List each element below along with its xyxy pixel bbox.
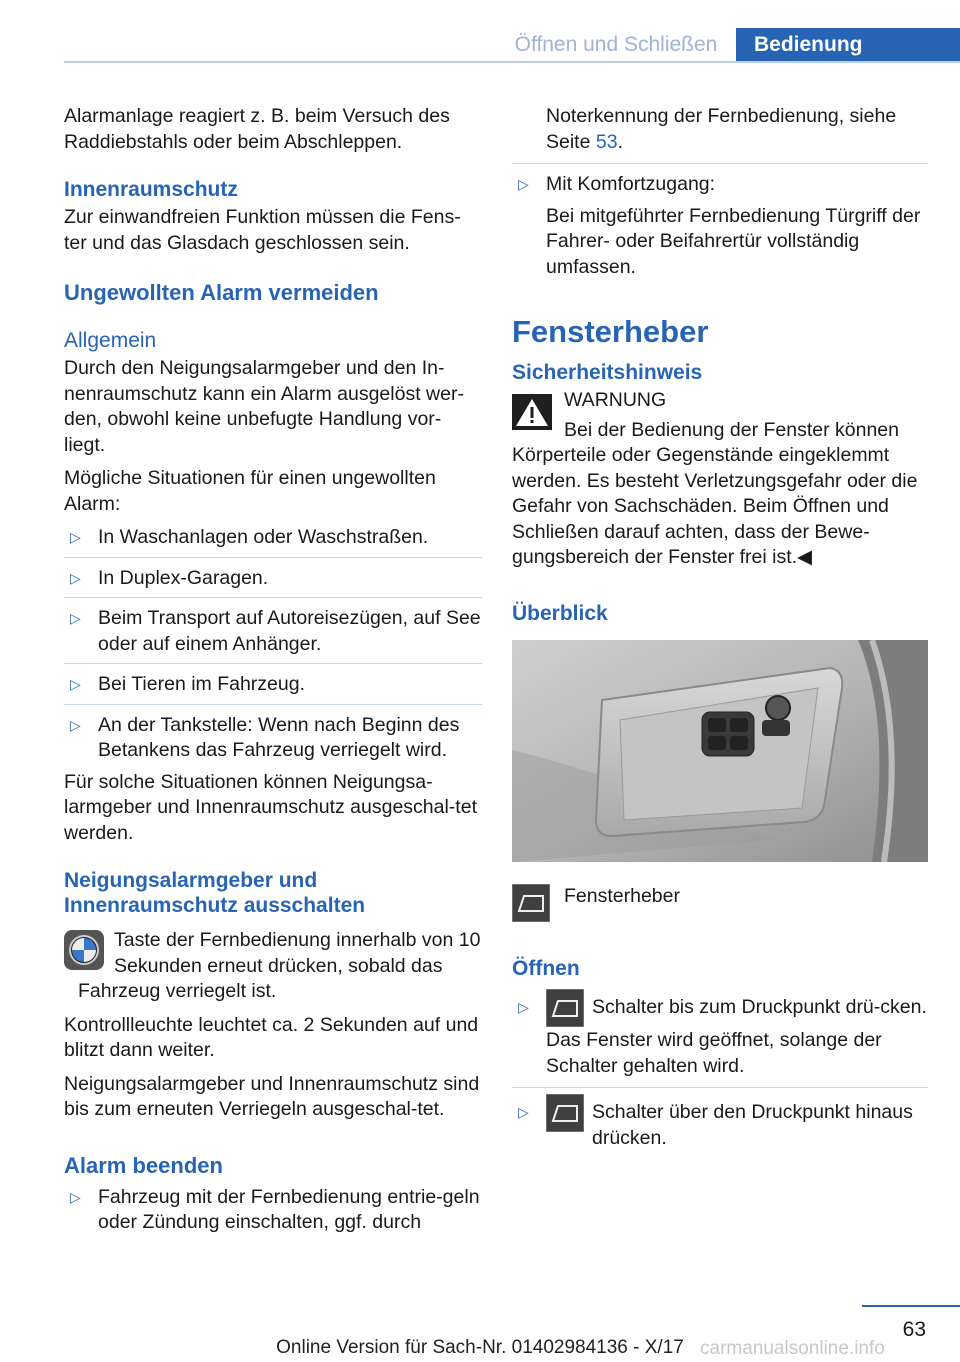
oeffnen-heading: Öffnen [512, 956, 580, 980]
warning-block [512, 388, 928, 571]
innen-heading: Innenraumschutz [64, 178, 238, 201]
triangle-icon: ▷ [70, 676, 81, 692]
allgemein-text: Durch den Neigungsalarmgeber und den In-nenraumschutz kann ein Alarm ausgelöst wer-den, obwohl keine unbefugte Handlung vor-liegt. [64, 357, 464, 456]
page-link[interactable]: 53 [595, 130, 618, 153]
divider [512, 1087, 928, 1088]
oeffnen-subtext: Das Fenster wird geöffnet, solange der Schalter gehalten wird. [546, 1029, 882, 1077]
triangle-icon: ▷ [518, 176, 529, 192]
header-rule [64, 61, 960, 63]
taste-block [64, 928, 482, 1005]
footer-text: Online Version für Sach-Nr. 01402984136 - X/17 [276, 1337, 684, 1358]
list-item: ▷ In Waschanlagen oder Waschstraßen. [64, 525, 482, 551]
divider [64, 597, 482, 598]
triangle-icon: ▷ [518, 1104, 529, 1120]
divider [64, 663, 482, 664]
icon-caption-row [512, 884, 928, 922]
header-section: Öffnen und Schließen [514, 33, 718, 56]
warning-label: WARNUNG [564, 389, 667, 411]
divider [512, 163, 928, 164]
solche-text: Für solche Situationen können Neigungsa-larmgeber und Innenraumschutz ausgeschal-tet werden. [64, 770, 477, 844]
ausschalten-heading: Neigungsalarmgeber und Innenraumschutz ausschalten [64, 869, 366, 917]
window-switch-icon [546, 1094, 584, 1132]
footer-rule [862, 1305, 960, 1307]
triangle-icon: ▷ [70, 1188, 81, 1205]
list-item: ▷ An der Tankstelle: Wenn nach Beginn des Betankens das Fahrzeug verriegelt wird. [70, 713, 460, 761]
ueberblick-heading: Überblick [512, 601, 608, 625]
triangle-icon: ▷ [70, 529, 81, 545]
divider [64, 557, 482, 558]
sicherheit-heading: Sicherheitshinweis [512, 361, 703, 384]
alarm-heading: Ungewollten Alarm vermeiden [64, 280, 379, 305]
list-item: ▷ Schalter bis zum Druckpunkt drü-cken. [512, 995, 928, 1021]
warning-text-1: Bei der Bedienung der Fenster können [564, 418, 899, 441]
list-item: ▷ Mit Komfortzugang: [512, 172, 928, 198]
situationen-text: Mögliche Situationen für einen ungewollten Alarm: [64, 467, 436, 515]
page-number: 63 [902, 1318, 926, 1341]
fensterheber-title: Fensterheber [512, 314, 709, 349]
list-item: ▷ Beim Transport auf Autoreisezügen, auf See oder auf einem Anhänger. [70, 607, 481, 655]
triangle-icon: ▷ [518, 998, 529, 1015]
watermark: carmanualsonline.info [700, 1338, 885, 1359]
warning-icon [512, 394, 552, 430]
continued-text: Noterkennung der Fernbedienung, siehe Seite 53. [546, 105, 897, 153]
window-switch-icon [512, 884, 550, 922]
beenden-heading: Alarm beenden [64, 1152, 223, 1178]
triangle-icon: ▷ [70, 610, 81, 626]
innen-text: Zur einwandfreien Funktion müssen die Fens-ter und das Glasdach geschlossen sein. [64, 206, 461, 254]
list-item: ▷ Bei Tieren im Fahrzeug. [64, 672, 482, 698]
left-column [64, 104, 482, 1236]
divider [64, 704, 482, 705]
icon-caption: Fensterheber [564, 884, 680, 907]
door-panel-photo [512, 640, 928, 862]
intro-text: Alarmanlage reagiert z. B. beim Versuch des Raddiebstahls oder beim Abschleppen. [64, 105, 450, 153]
list-item: ▷ Schalter über den Druckpunkt hinaus drücken. [512, 1100, 928, 1151]
header-tab: Bedienung [736, 28, 960, 63]
list-item: ▷ Fahrzeug mit der Fernbedienung entrie-geln oder Zündung einschalten, ggf. durch [70, 1185, 480, 1233]
list-item: ▷ In Duplex-Garagen. [64, 566, 482, 592]
triangle-icon: ▷ [70, 716, 81, 733]
allgemein-heading: Allgemein [64, 329, 157, 352]
right-column [512, 104, 928, 1151]
kontroll-text: Kontrollleuchte leuchtet ca. 2 Sekunden auf und blitzt dann weiter. [64, 1013, 479, 1061]
ausgeschaltet-text: Neigungsalarmgeber und Innenraumschutz sind bis zum erneuten Verriegeln ausgeschal-tet. [64, 1072, 480, 1120]
triangle-icon: ▷ [70, 569, 81, 586]
window-switch-icon [546, 989, 584, 1027]
warning-text-2: Körperteile oder Gegenstände eingeklemmt werden. Es besteht Verletzungsgefahr oder die Gefahr von Sachschäden. Beim Öffnen und Schließen darauf achten, dass der Bewe-gungsbereich der Fenster frei ist.◀ [512, 444, 918, 568]
bmw-key-icon [64, 930, 104, 970]
taste-text: Taste der Fernbedienung innerhalb von 10 Sekunden erneut drücken, sobald das Fahrzeug verriegelt ist. [78, 929, 481, 1002]
komfort-subtext: Bei mitgeführter Fernbedienung Türgriff der Fahrer- oder Beifahrertür vollständig umfassen. [546, 204, 921, 278]
